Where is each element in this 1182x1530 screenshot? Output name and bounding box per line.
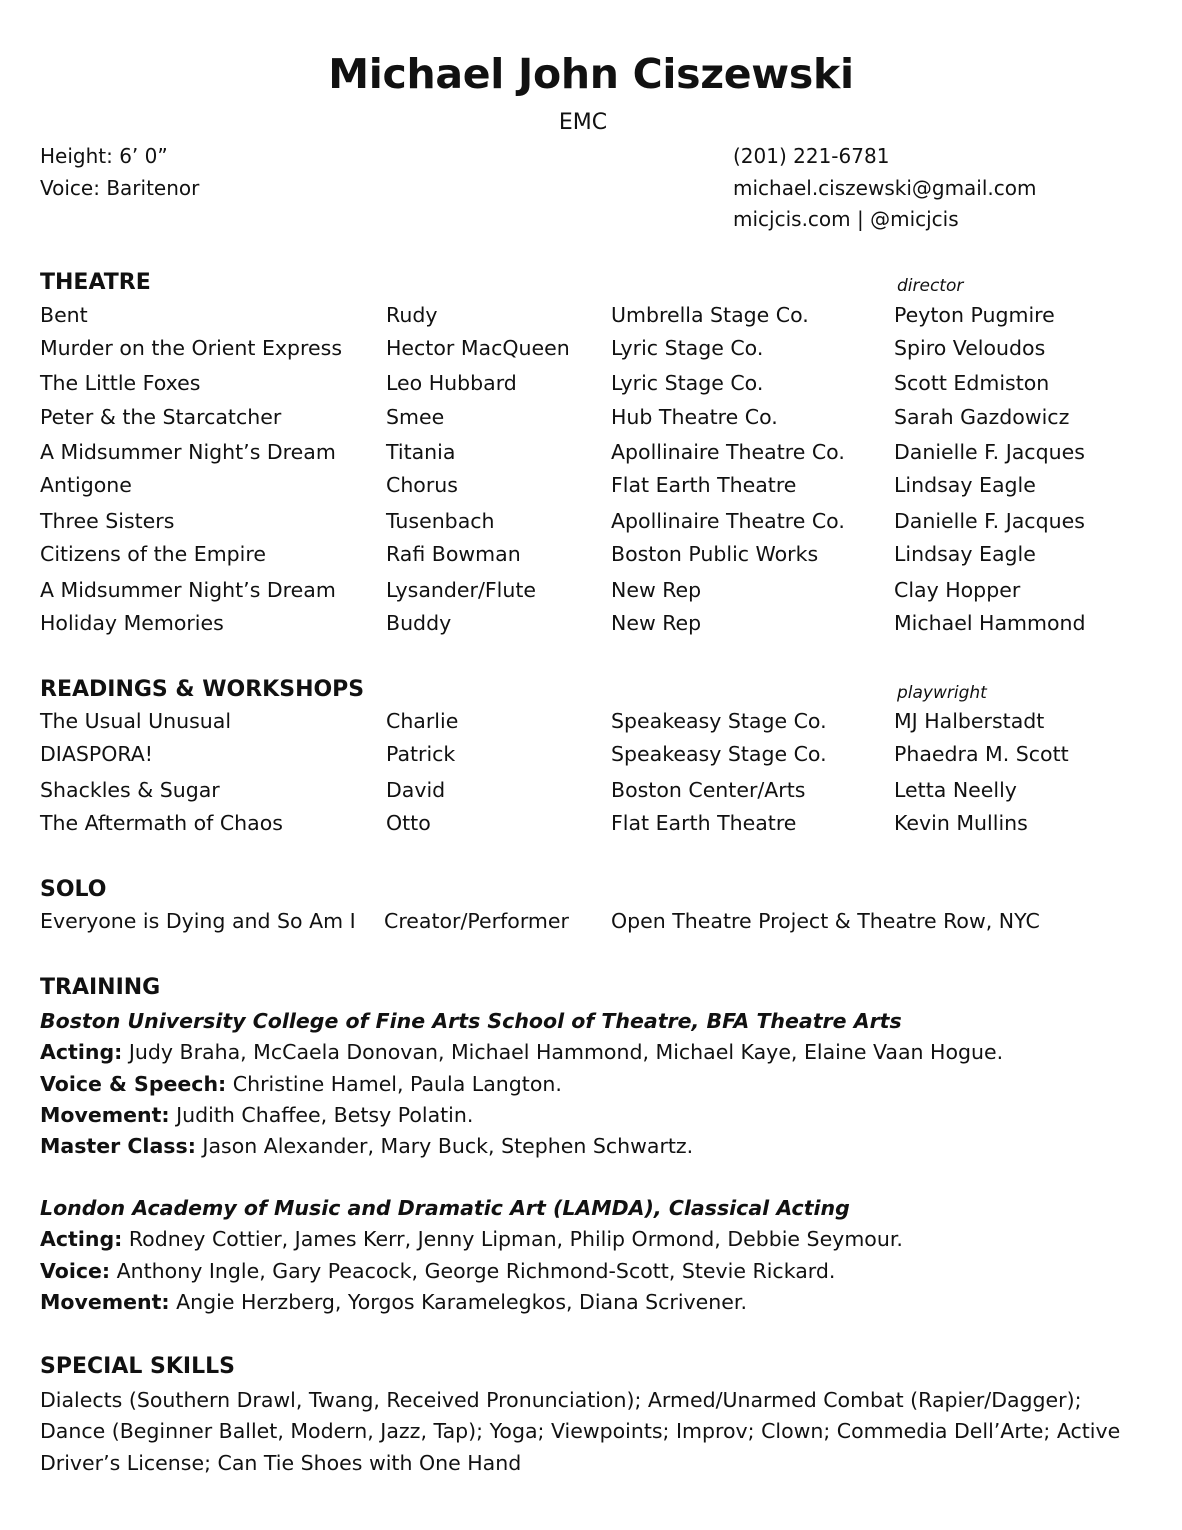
training-teachers: Anthony Ingle, Gary Peacock, George Richmond-Scott, Stevie Rickard.: [110, 1258, 836, 1283]
readings-company: Flat Earth Theatre: [611, 811, 797, 835]
theatre-row: [0, 473, 1182, 507]
training-teachers: Christine Hamel, Paula Langton.: [226, 1071, 562, 1096]
training-school-lamda: [40, 1193, 903, 1318]
theatre-row: [0, 542, 1182, 576]
theatre-row: [0, 336, 1182, 370]
theatre-company: Umbrella Stage Co.: [611, 303, 809, 327]
theatre-credit-person: Danielle F. Jacques: [894, 509, 1085, 533]
theatre-heading: THEATRE: [40, 270, 151, 295]
theatre-company: Apollinaire Theatre Co.: [611, 440, 845, 464]
theatre-production: Citizens of the Empire: [40, 542, 266, 566]
theatre-role: Lysander/Flute: [386, 578, 536, 602]
theatre-credit-person: Spiro Veloudos: [894, 336, 1046, 360]
skills-heading: SPECIAL SKILLS: [40, 1354, 235, 1379]
theatre-credit-person: Danielle F. Jacques: [894, 440, 1085, 464]
theatre-credit-person: Lindsay Eagle: [894, 473, 1036, 497]
theatre-production: A Midsummer Night’s Dream: [40, 578, 336, 602]
height-line: Height: 6’ 0”: [40, 144, 168, 168]
training-teachers: Jason Alexander, Mary Buck, Stephen Schwartz.: [195, 1134, 694, 1159]
theatre-role: Smee: [386, 405, 445, 429]
solo-show: Everyone is Dying and So Am I: [40, 909, 356, 933]
readings-production: Shackles & Sugar: [40, 778, 220, 802]
theatre-production: Peter & the Starcatcher: [40, 405, 282, 429]
training-label: Acting:: [40, 1227, 123, 1252]
readings-role: Charlie: [386, 709, 459, 733]
readings-credit-person: Letta Neelly: [894, 778, 1017, 802]
theatre-production: Murder on the Orient Express: [40, 336, 342, 360]
school-name: Boston University College of Fine Arts School of Theatre, BFA Theatre Arts: [40, 1009, 902, 1033]
solo-role: Creator/Performer: [384, 909, 569, 933]
theatre-role: Hector MacQueen: [386, 336, 570, 360]
readings-credit-person: Kevin Mullins: [894, 811, 1028, 835]
solo-row: [0, 909, 1182, 943]
readings-role: Otto: [386, 811, 431, 835]
theatre-production: Antigone: [40, 473, 132, 497]
theatre-row: [0, 440, 1182, 474]
readings-company: Speakeasy Stage Co.: [611, 709, 827, 733]
training-teachers: Angie Herzberg, Yorgos Karamelegkos, Diana Scrivener.: [169, 1289, 747, 1314]
readings-credit-person: Phaedra M. Scott: [894, 742, 1069, 766]
theatre-credit-person: Sarah Gazdowicz: [894, 405, 1070, 429]
theatre-credit-person: Michael Hammond: [894, 611, 1086, 635]
theatre-credit-person: Peyton Pugmire: [894, 303, 1055, 327]
readings-column-hint: playwright: [897, 683, 987, 703]
theatre-row: [0, 578, 1182, 612]
contact-info: [733, 141, 1037, 236]
theatre-column-hint: director: [897, 276, 964, 296]
theatre-production: Holiday Memories: [40, 611, 224, 635]
theatre-production: The Little Foxes: [40, 371, 201, 395]
theatre-role: Chorus: [386, 473, 458, 497]
school-name: London Academy of Music and Dramatic Art (LAMDA), Classical Acting: [40, 1196, 850, 1220]
theatre-company: Lyric Stage Co.: [611, 371, 764, 395]
theatre-row: [0, 509, 1182, 543]
theatre-row: [0, 303, 1182, 337]
training-label: Voice:: [40, 1258, 111, 1283]
training-label: Voice & Speech:: [40, 1071, 227, 1096]
physical-info: [40, 141, 199, 204]
training-line: [40, 1037, 1003, 1068]
training-line: [40, 1256, 903, 1287]
training-teachers: Rodney Cottier, James Kerr, Jenny Lipman, Philip Ormond, Debbie Seymour.: [122, 1227, 903, 1252]
training-line: [40, 1131, 1003, 1162]
theatre-row: [0, 371, 1182, 405]
training-school-bu: [40, 1006, 1003, 1162]
theatre-company: Lyric Stage Co.: [611, 336, 764, 360]
readings-row: [0, 778, 1182, 812]
resume-name: Michael John Ciszewski: [328, 50, 854, 98]
training-label: Movement:: [40, 1289, 170, 1314]
training-label: Movement:: [40, 1102, 170, 1127]
theatre-credit-person: Scott Edmiston: [894, 371, 1050, 395]
readings-credit-person: MJ Halberstadt: [894, 709, 1045, 733]
website-handle: micjcis.com | @micjcis: [733, 207, 959, 231]
theatre-credit-person: Lindsay Eagle: [894, 542, 1036, 566]
phone-number: (201) 221-6781: [733, 144, 890, 168]
theatre-company: New Rep: [611, 611, 702, 635]
training-teachers: Judith Chaffee, Betsy Polatin.: [169, 1102, 474, 1127]
theatre-company: Apollinaire Theatre Co.: [611, 509, 845, 533]
training-heading: TRAINING: [40, 975, 161, 1000]
readings-row: [0, 811, 1182, 845]
theatre-row: [0, 611, 1182, 645]
training-line: [40, 1224, 903, 1255]
skills-text: Dialects (Southern Drawl, Twang, Received Pronunciation); Armed/Unarmed Combat (Rapier/Dagger); Dance (Beginner Ballet, Modern, Jazz, Tap); Yoga; Viewpoints; Improv; Clown; Commedia Dell’Arte; Active Driver’s License; Can Tie Shoes with One Hand: [40, 1388, 1121, 1475]
theatre-production: Three Sisters: [40, 509, 175, 533]
solo-heading: SOLO: [40, 877, 107, 902]
readings-row: [0, 742, 1182, 776]
training-label: Master Class:: [40, 1134, 196, 1159]
readings-production: The Usual Unusual: [40, 709, 232, 733]
theatre-row: [0, 405, 1182, 439]
theatre-company: Flat Earth Theatre: [611, 473, 797, 497]
readings-company: Boston Center/Arts: [611, 778, 806, 802]
theatre-role: Rudy: [386, 303, 438, 327]
solo-venue: Open Theatre Project & Theatre Row, NYC: [611, 909, 1040, 933]
union-status: EMC: [558, 110, 608, 135]
theatre-company: Hub Theatre Co.: [611, 405, 778, 429]
training-line: [40, 1100, 1003, 1131]
theatre-role: Tusenbach: [386, 509, 495, 533]
theatre-role: Rafi Bowman: [386, 542, 521, 566]
theatre-role: Leo Hubbard: [386, 371, 517, 395]
readings-role: Patrick: [386, 742, 456, 766]
readings-heading: READINGS & WORKSHOPS: [40, 677, 365, 702]
voice-line: Voice: Baritenor: [40, 175, 200, 200]
readings-company: Speakeasy Stage Co.: [611, 742, 827, 766]
training-label: Acting:: [40, 1040, 123, 1065]
theatre-role: Titania: [386, 440, 456, 464]
training-line: [40, 1069, 1003, 1100]
email-address: michael.ciszewski@gmail.com: [733, 175, 1037, 200]
readings-row: [0, 709, 1182, 743]
training-teachers: Judy Braha, McCaela Donovan, Michael Hammond, Michael Kaye, Elaine Vaan Hogue.: [122, 1040, 1004, 1065]
theatre-company: New Rep: [611, 578, 702, 602]
training-line: [40, 1287, 903, 1318]
theatre-credit-person: Clay Hopper: [894, 578, 1021, 602]
readings-production: DIASPORA!: [40, 742, 154, 766]
theatre-production: A Midsummer Night’s Dream: [40, 440, 336, 464]
readings-role: David: [386, 778, 446, 802]
theatre-company: Boston Public Works: [611, 542, 819, 566]
theatre-production: Bent: [40, 303, 88, 327]
readings-production: The Aftermath of Chaos: [40, 811, 283, 835]
theatre-role: Buddy: [386, 611, 452, 635]
